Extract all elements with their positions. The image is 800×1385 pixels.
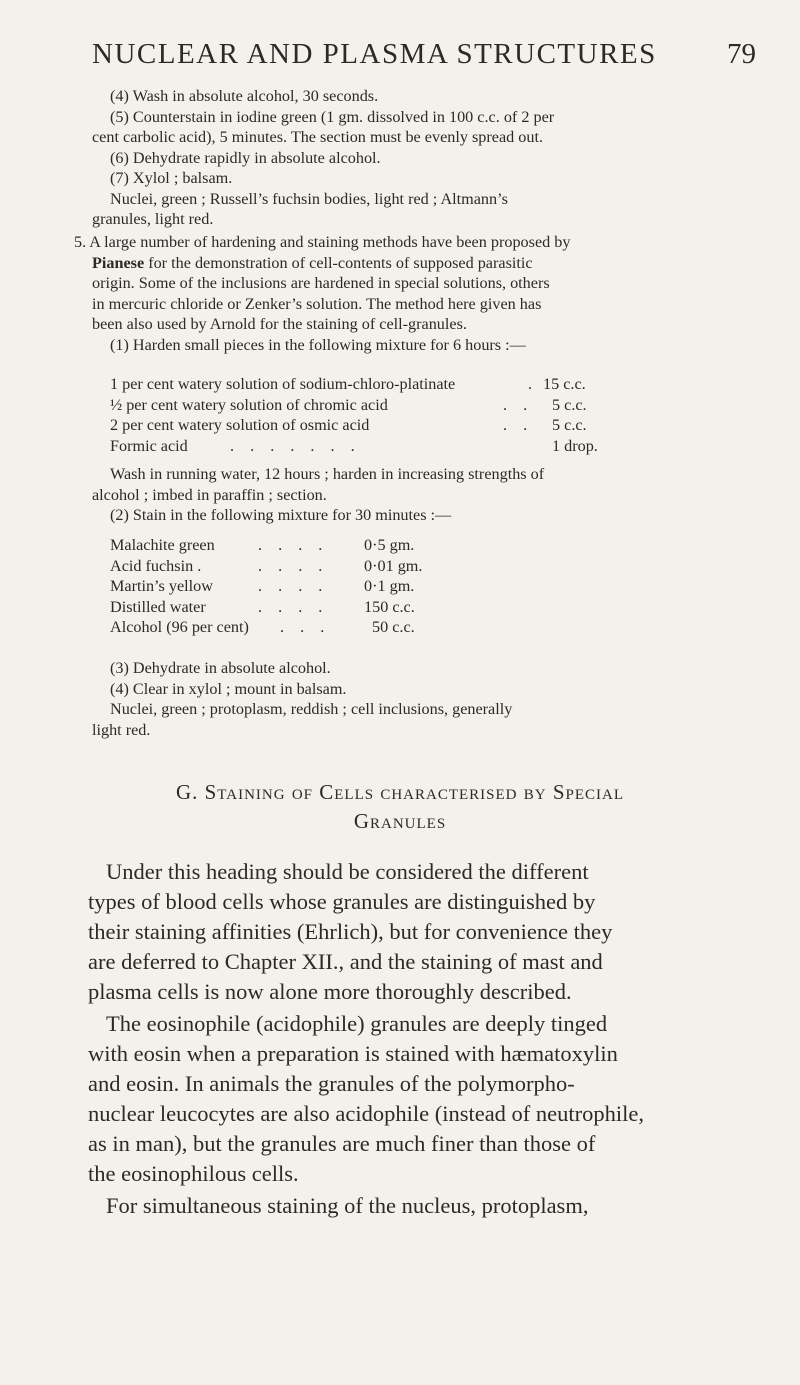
hardening-mixture bbox=[110, 374, 670, 456]
section-5-line-2: Pianese for the demonstration of cell-contents of supposed parasitic bbox=[92, 253, 533, 272]
section-heading-line-1: G. Staining of Cells characterised by Special bbox=[175, 780, 625, 804]
result-line: Nuclei, green ; Russell’s fuchsin bodies, light red ; Altmann’s bbox=[110, 189, 508, 208]
running-header bbox=[0, 38, 800, 78]
mixture-row: 2 per cent watery solution of osmic acid . . 5 c.c. bbox=[110, 416, 587, 434]
mixture-row: ½ per cent watery solution of chromic acid . . 5 c.c. bbox=[110, 395, 587, 414]
section-5-line-3: origin. Some of the inclusions are hardened in special solutions, others bbox=[92, 274, 550, 292]
body-line: Under this heading should be considered the different bbox=[106, 859, 589, 884]
step-4b: (4) Clear in xylol ; mount in balsam. bbox=[110, 679, 347, 698]
body-line: as in man), but the granules are much finer than those of bbox=[88, 1131, 596, 1156]
stain-row: Martin’s yellow . . . . 0·1 gm. bbox=[110, 577, 415, 595]
section-5-line-5: been also used by Arnold for the staining of cell-granules. bbox=[92, 315, 467, 333]
result-line-continuation: granules, light red. bbox=[92, 210, 214, 228]
step-3: (3) Dehydrate in absolute alcohol. bbox=[110, 659, 331, 677]
result-line-b: Nuclei, green ; protoplasm, reddish ; cell inclusions, generally bbox=[110, 700, 513, 718]
page-number: 79 bbox=[727, 38, 756, 70]
section-5-line-1: 5. A large number of hardening and staining methods have been proposed by bbox=[74, 233, 571, 251]
body-line: the eosinophilous cells. bbox=[88, 1161, 299, 1186]
body-line: The eosinophile (acidophile) granules are deeply tinged bbox=[106, 1011, 608, 1036]
step-2: (2) Stain in the following mixture for 30 minutes :— bbox=[110, 506, 452, 524]
stain-mixture bbox=[110, 535, 670, 638]
stain-row: Malachite green . . . . 0·5 gm. bbox=[110, 536, 415, 554]
step-7: (7) Xylol ; balsam. bbox=[110, 169, 233, 187]
body-line: plasma cells is now alone more thoroughly described. bbox=[88, 979, 572, 1004]
mixture-row: 1 per cent watery solution of sodium-chloro-platinate . 15 c.c. bbox=[110, 375, 586, 393]
step-6: (6) Dehydrate rapidly in absolute alcohol. bbox=[110, 148, 381, 167]
section-5-step-1: (1) Harden small pieces in the following mixture for 6 hours :— bbox=[110, 335, 526, 354]
body-line: are deferred to Chapter XII., and the staining of mast and bbox=[88, 949, 603, 974]
step-5-continuation: cent carbolic acid), 5 minutes. The section must be evenly spread out. bbox=[92, 128, 544, 146]
step-4: (4) Wash in absolute alcohol, 30 seconds. bbox=[110, 87, 379, 105]
wash-line-1: Wash in running water, 12 hours ; harden in increasing strengths of bbox=[110, 465, 545, 483]
wash-line-2: alcohol ; imbed in paraffin ; section. bbox=[92, 485, 327, 504]
result-line-b-continuation: light red. bbox=[92, 720, 151, 739]
body-line: their staining affinities (Ehrlich), but for convenience they bbox=[88, 919, 613, 944]
stain-row: Alcohol (96 per cent) . . . 50 c.c. bbox=[110, 618, 415, 636]
step-5: (5) Counterstain in iodine green (1 gm. dissolved in 100 c.c. of 2 per bbox=[110, 107, 555, 126]
mixture-row: Formic acid . . . . . . . 1 drop. bbox=[110, 436, 598, 455]
section-heading-line-2: Granules bbox=[353, 809, 447, 833]
body-line: types of blood cells whose granules are distinguished by bbox=[88, 889, 596, 914]
body-line: and eosin. In animals the granules of the polymorpho- bbox=[88, 1071, 575, 1096]
stain-row: Distilled water . . . . 150 c.c. bbox=[110, 597, 415, 616]
stain-row: Acid fuchsin . . . . . 0·01 gm. bbox=[110, 556, 423, 575]
body-line: nuclear leucocytes are also acidophile (instead of neutrophile, bbox=[88, 1101, 645, 1126]
running-title: NUCLEAR AND PLASMA STRUCTURES bbox=[92, 38, 657, 70]
section-5-line-4: in mercuric chloride or Zenker’s solution. The method here given has bbox=[92, 294, 542, 313]
body-line: For simultaneous staining of the nucleus, protoplasm, bbox=[106, 1193, 589, 1218]
body-line: with eosin when a preparation is stained with hæmatoxylin bbox=[88, 1041, 618, 1066]
